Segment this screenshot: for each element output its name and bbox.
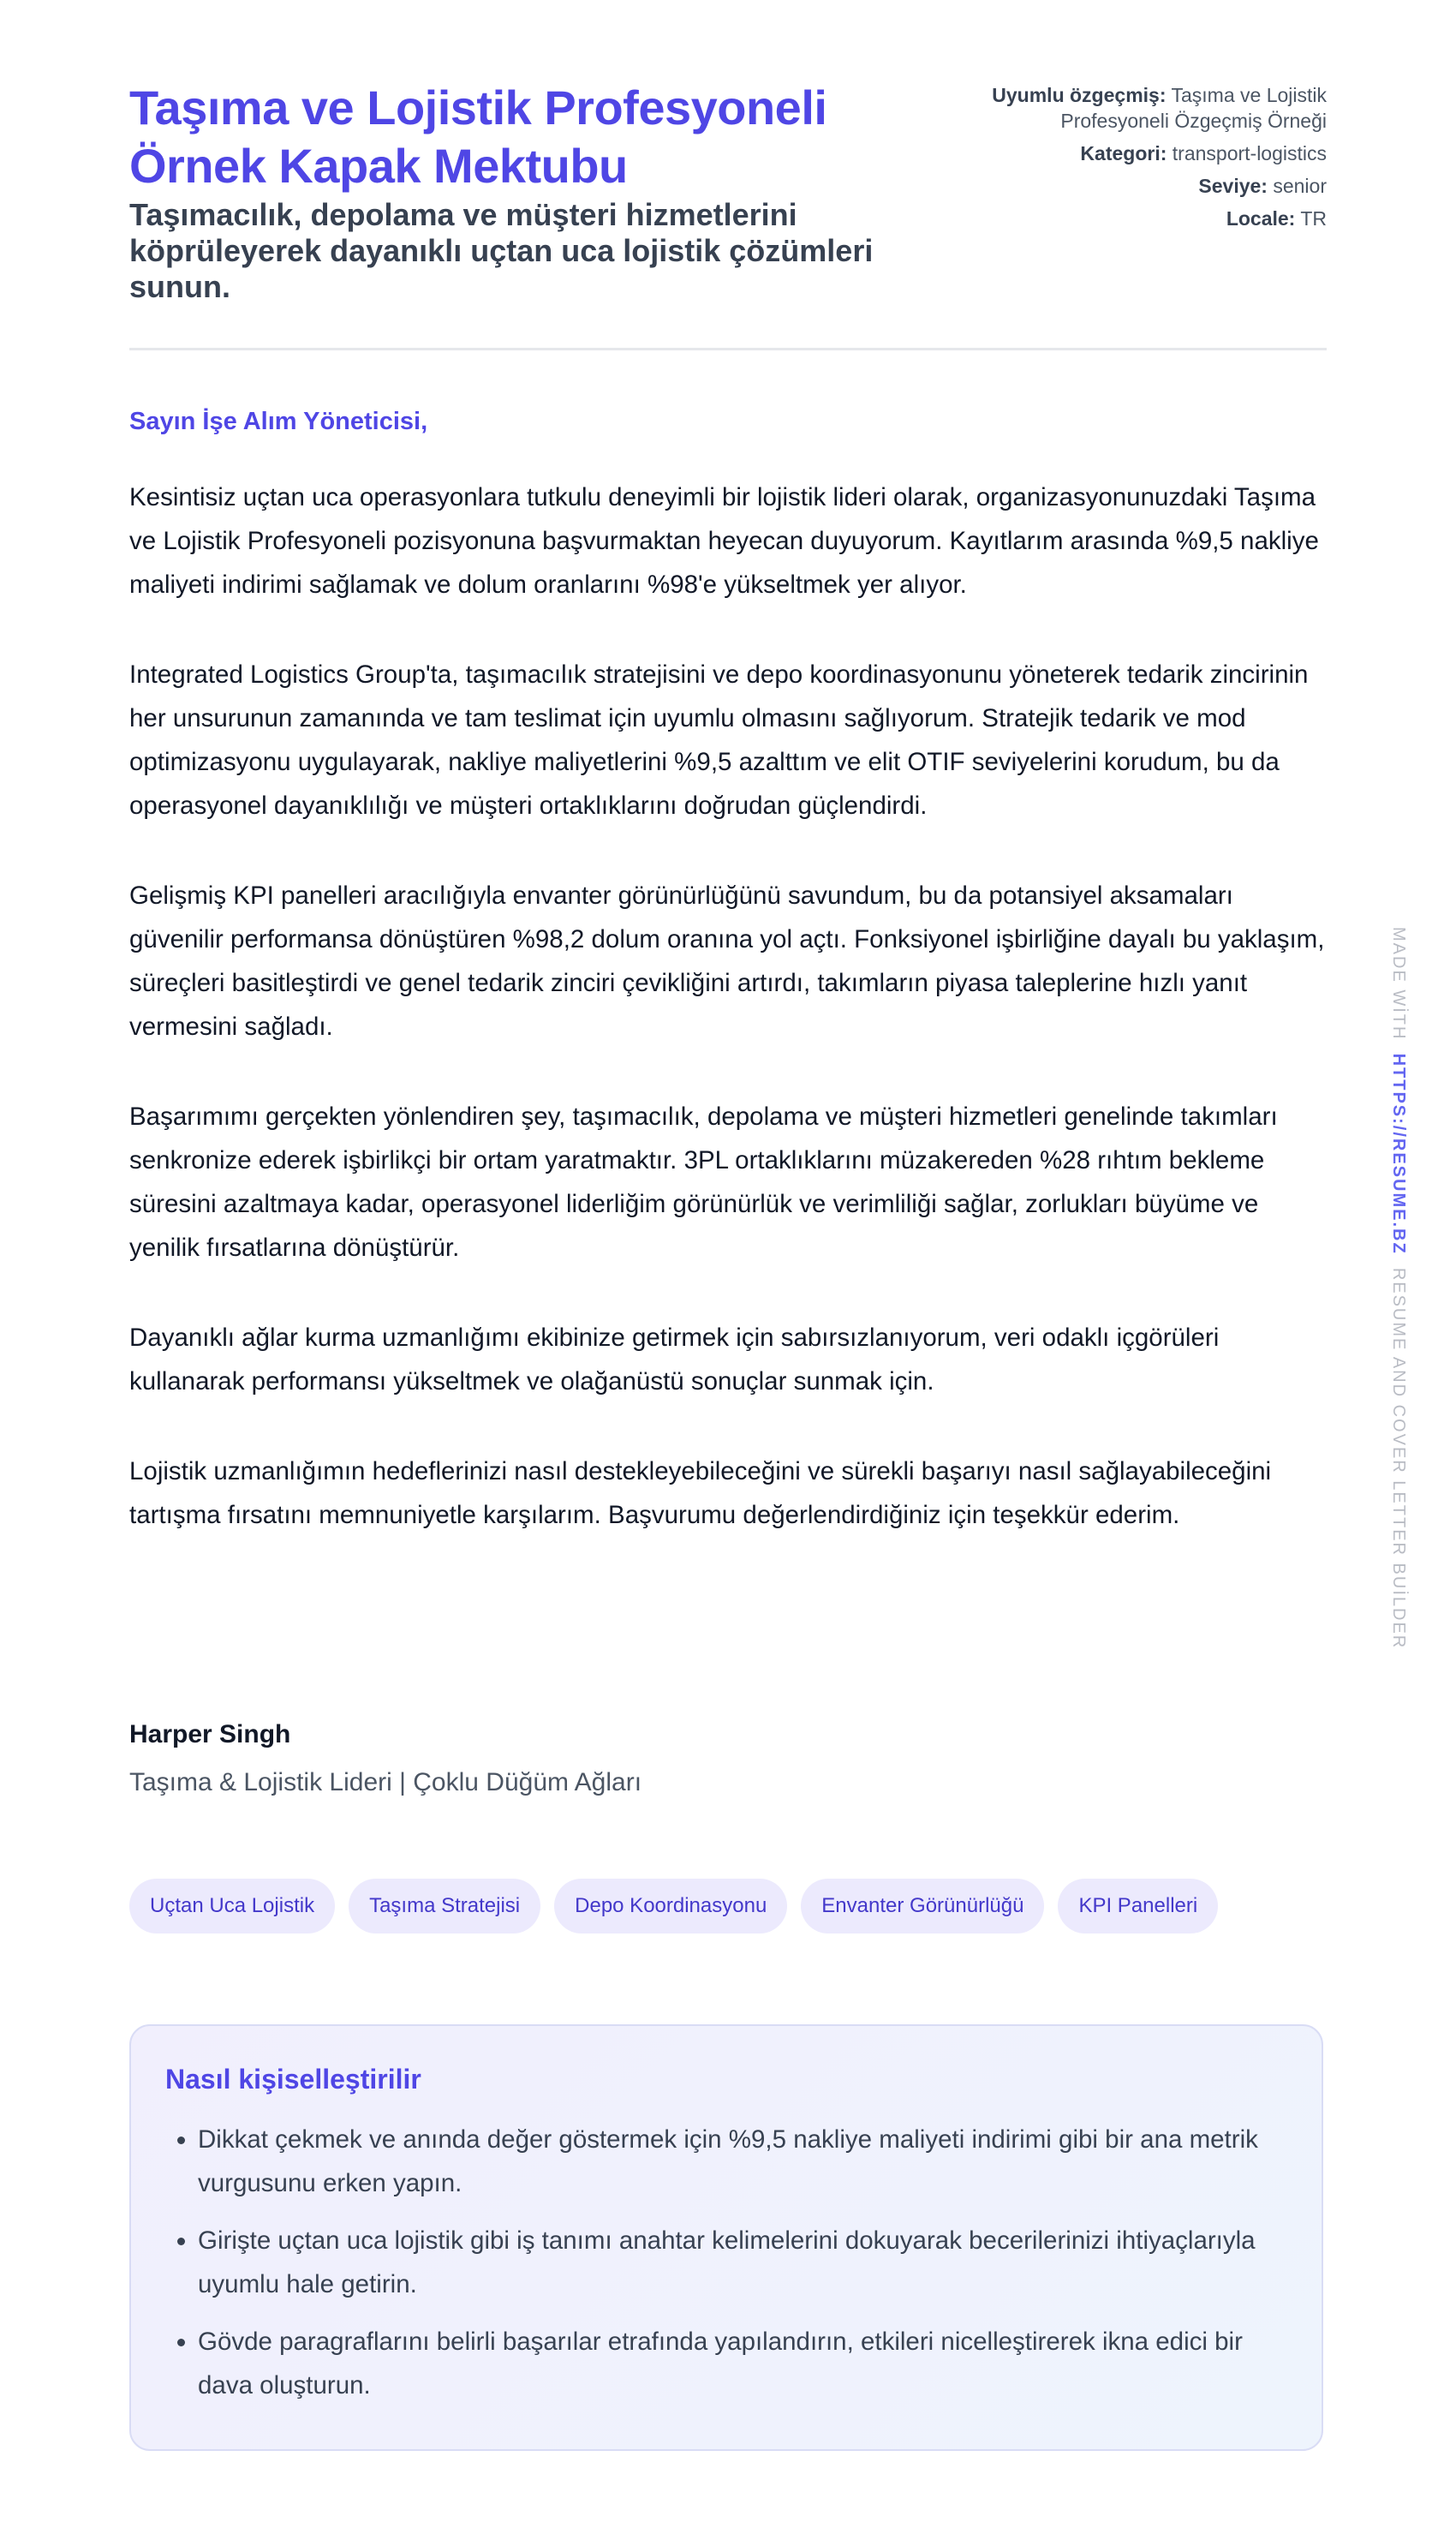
salutation: Sayın İşe Alım Yöneticisi,	[129, 408, 428, 435]
signer-role: Taşıma & Lojistik Lideri | Çoklu Düğüm Ağları	[129, 1768, 642, 1796]
paragraph: Başarımımı gerçekten yönlendiren şey, taşımacılık, depolama ve müşteri hizmetleri genelinde takımları senkronize ederek işbirlikçi bir ortam yaratmaktır. 3PL ortaklıklarını müzakereden %28 rıhtım bekleme süresini azaltmaya kadar, operasyonel liderliğim görünürlük ve verimliliği sağlar, zorlukları büyüme ve yenilik fırsatlarına dönüştürür.	[129, 1103, 1278, 1262]
skill-tag: Depo Koordinasyonu	[554, 1879, 787, 1933]
page-subtitle: Taşımacılık, depolama ve müşteri hizmetlerini köprüleyerek dayanıklı uçtan uca lojistik çözümleri sunun.	[129, 197, 874, 304]
tip-item: • Gövde paragraflarını belirli başarılar etrafında yapılandırın, etkileri nicelleştirerek ikna edici bir dava oluşturun.	[198, 2320, 1287, 2407]
meta-resume: Uyumlu özgeçmiş: Taşıma ve Lojistik Profesyoneli Özgeçmiş Örneği	[992, 84, 1327, 132]
paragraph: Kesintisiz uçtan uca operasyonlara tutkulu deneyimli bir lojistik lideri olarak, organizasyonunuzdaki Taşıma ve Lojistik Profesyoneli pozisyonuna başvurmaktan heyecan duyuyorum. Kayıtlarım arasında %9,5 nakliye maliyeti indirimi sağlamak ve dolum oranlarını %98'e yükseltmek yer alıyor.	[129, 483, 1319, 599]
letter-body	[129, 475, 1327, 1583]
meta-level: Seviye: senior	[1198, 175, 1327, 197]
skill-tags	[129, 1879, 1218, 1933]
watermark-link[interactable]: HTTPS://RESUME.BZ	[1389, 1053, 1408, 1255]
cover-letter-page	[129, 0, 1327, 2400]
meta-info	[967, 82, 1327, 238]
tips-list	[165, 2118, 1287, 2407]
paragraph: Gelişmiş KPI panelleri aracılığıyla envanter görünürlüğünü savundum, bu da potansiyel aksamaları güvenilir performansa dönüştüren %98,2 dolum oranına yol açtı. Fonksiyonel işbirliğine dayalı bu yaklaşım, süreçleri basitleştirdi ve genel tedarik zinciri çevikliğini artırdı, takımların piyasa taleplerine hızlı yanıt vermesini sağladı.	[129, 882, 1325, 1041]
skill-tag: KPI Panelleri	[1058, 1879, 1218, 1933]
signer-name: Harper Singh	[129, 1720, 291, 1748]
skill-tag: Envanter Görünürlüğü	[801, 1879, 1044, 1933]
signature	[129, 1720, 641, 1797]
page-title: Taşıma ve Lojistik Profesyoneli Örnek Kapak Mektubu	[129, 81, 827, 193]
watermark: MADE WİTH HTTPS://RESUME.BZ RESUME AND COVER LETTER BUİLDER	[1389, 927, 1408, 1650]
tip-item: • Dikkat çekmek ve anında değer göstermek için %9,5 nakliye maliyeti indirimi gibi bir ana metrik vurgusunu erken yapın.	[198, 2118, 1287, 2205]
meta-category: Kategori: transport-logistics	[1080, 142, 1327, 164]
customization-tips	[129, 2024, 1323, 2451]
paragraph: Lojistik uzmanlığımın hedeflerinizi nasıl destekleyebileceğini ve sürekli başarıyı nasıl sağlayabileceğini tartışma fırsatını memnuniyetle karşılarım. Başvurumu değerlendirdiğiniz için teşekkür ederim.	[129, 1457, 1272, 1529]
header	[129, 0, 1327, 350]
tips-title: Nasıl kişiselleştirilir	[165, 2064, 421, 2095]
skill-tag: Taşıma Stratejisi	[349, 1879, 540, 1933]
meta-locale: Locale: TR	[1226, 207, 1327, 230]
paragraph: Dayanıklı ağlar kurma uzmanlığımı ekibinize getirmek için sabırsızlanıyorum, veri odaklı içgörüleri kullanarak performansı yükseltmek ve olağanüstü sonuçlar sunmak için.	[129, 1324, 1220, 1395]
paragraph: Integrated Logistics Group'ta, taşımacılık stratejisini ve depo koordinasyonunu yöneterek tedarik zincirinin her unsurunun zamanında ve tam teslimat için uyumlu olmasını sağlıyorum. Stratejik tedarik ve mod optimizasyonu uygulayarak, nakliye maliyetlerini %9,5 azalttım ve elit OTIF seviyelerini korudum, bu da operasyonel dayanıklılığı ve müşteri ortaklıklarını doğrudan güçlendirdi.	[129, 660, 1309, 820]
tip-item: • Girişte uçtan uca lojistik gibi iş tanımı anahtar kelimelerini dokuyarak becerilerinizi ihtiyaçlarıyla uyumlu hale getirin.	[198, 2219, 1287, 2306]
skill-tag: Uçtan Uca Lojistik	[129, 1879, 335, 1933]
